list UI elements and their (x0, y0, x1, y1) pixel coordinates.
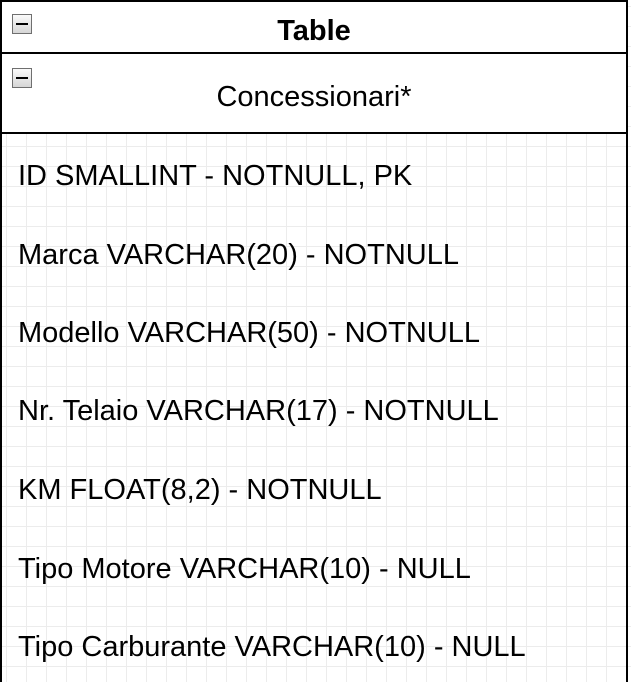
field-row[interactable]: KM FLOAT(8,2) - NOTNULL (18, 474, 382, 506)
table-title: Table (277, 15, 351, 47)
field-row[interactable]: Tipo Motore VARCHAR(10) - NULL (18, 553, 471, 585)
field-row[interactable]: ID SMALLINT - NOTNULL, PK (18, 160, 413, 192)
entity-header[interactable] (2, 54, 626, 134)
field-row[interactable]: Marca VARCHAR(20) - NOTNULL (18, 239, 459, 271)
field-row[interactable]: Tipo Carburante VARCHAR(10) - NULL (18, 631, 526, 663)
field-row[interactable]: Modello VARCHAR(50) - NOTNULL (18, 317, 480, 349)
field-row[interactable]: Nr. Telaio VARCHAR(17) - NOTNULL (18, 395, 499, 427)
entity-name: Concessionari* (216, 81, 412, 113)
table-header[interactable] (2, 2, 626, 54)
